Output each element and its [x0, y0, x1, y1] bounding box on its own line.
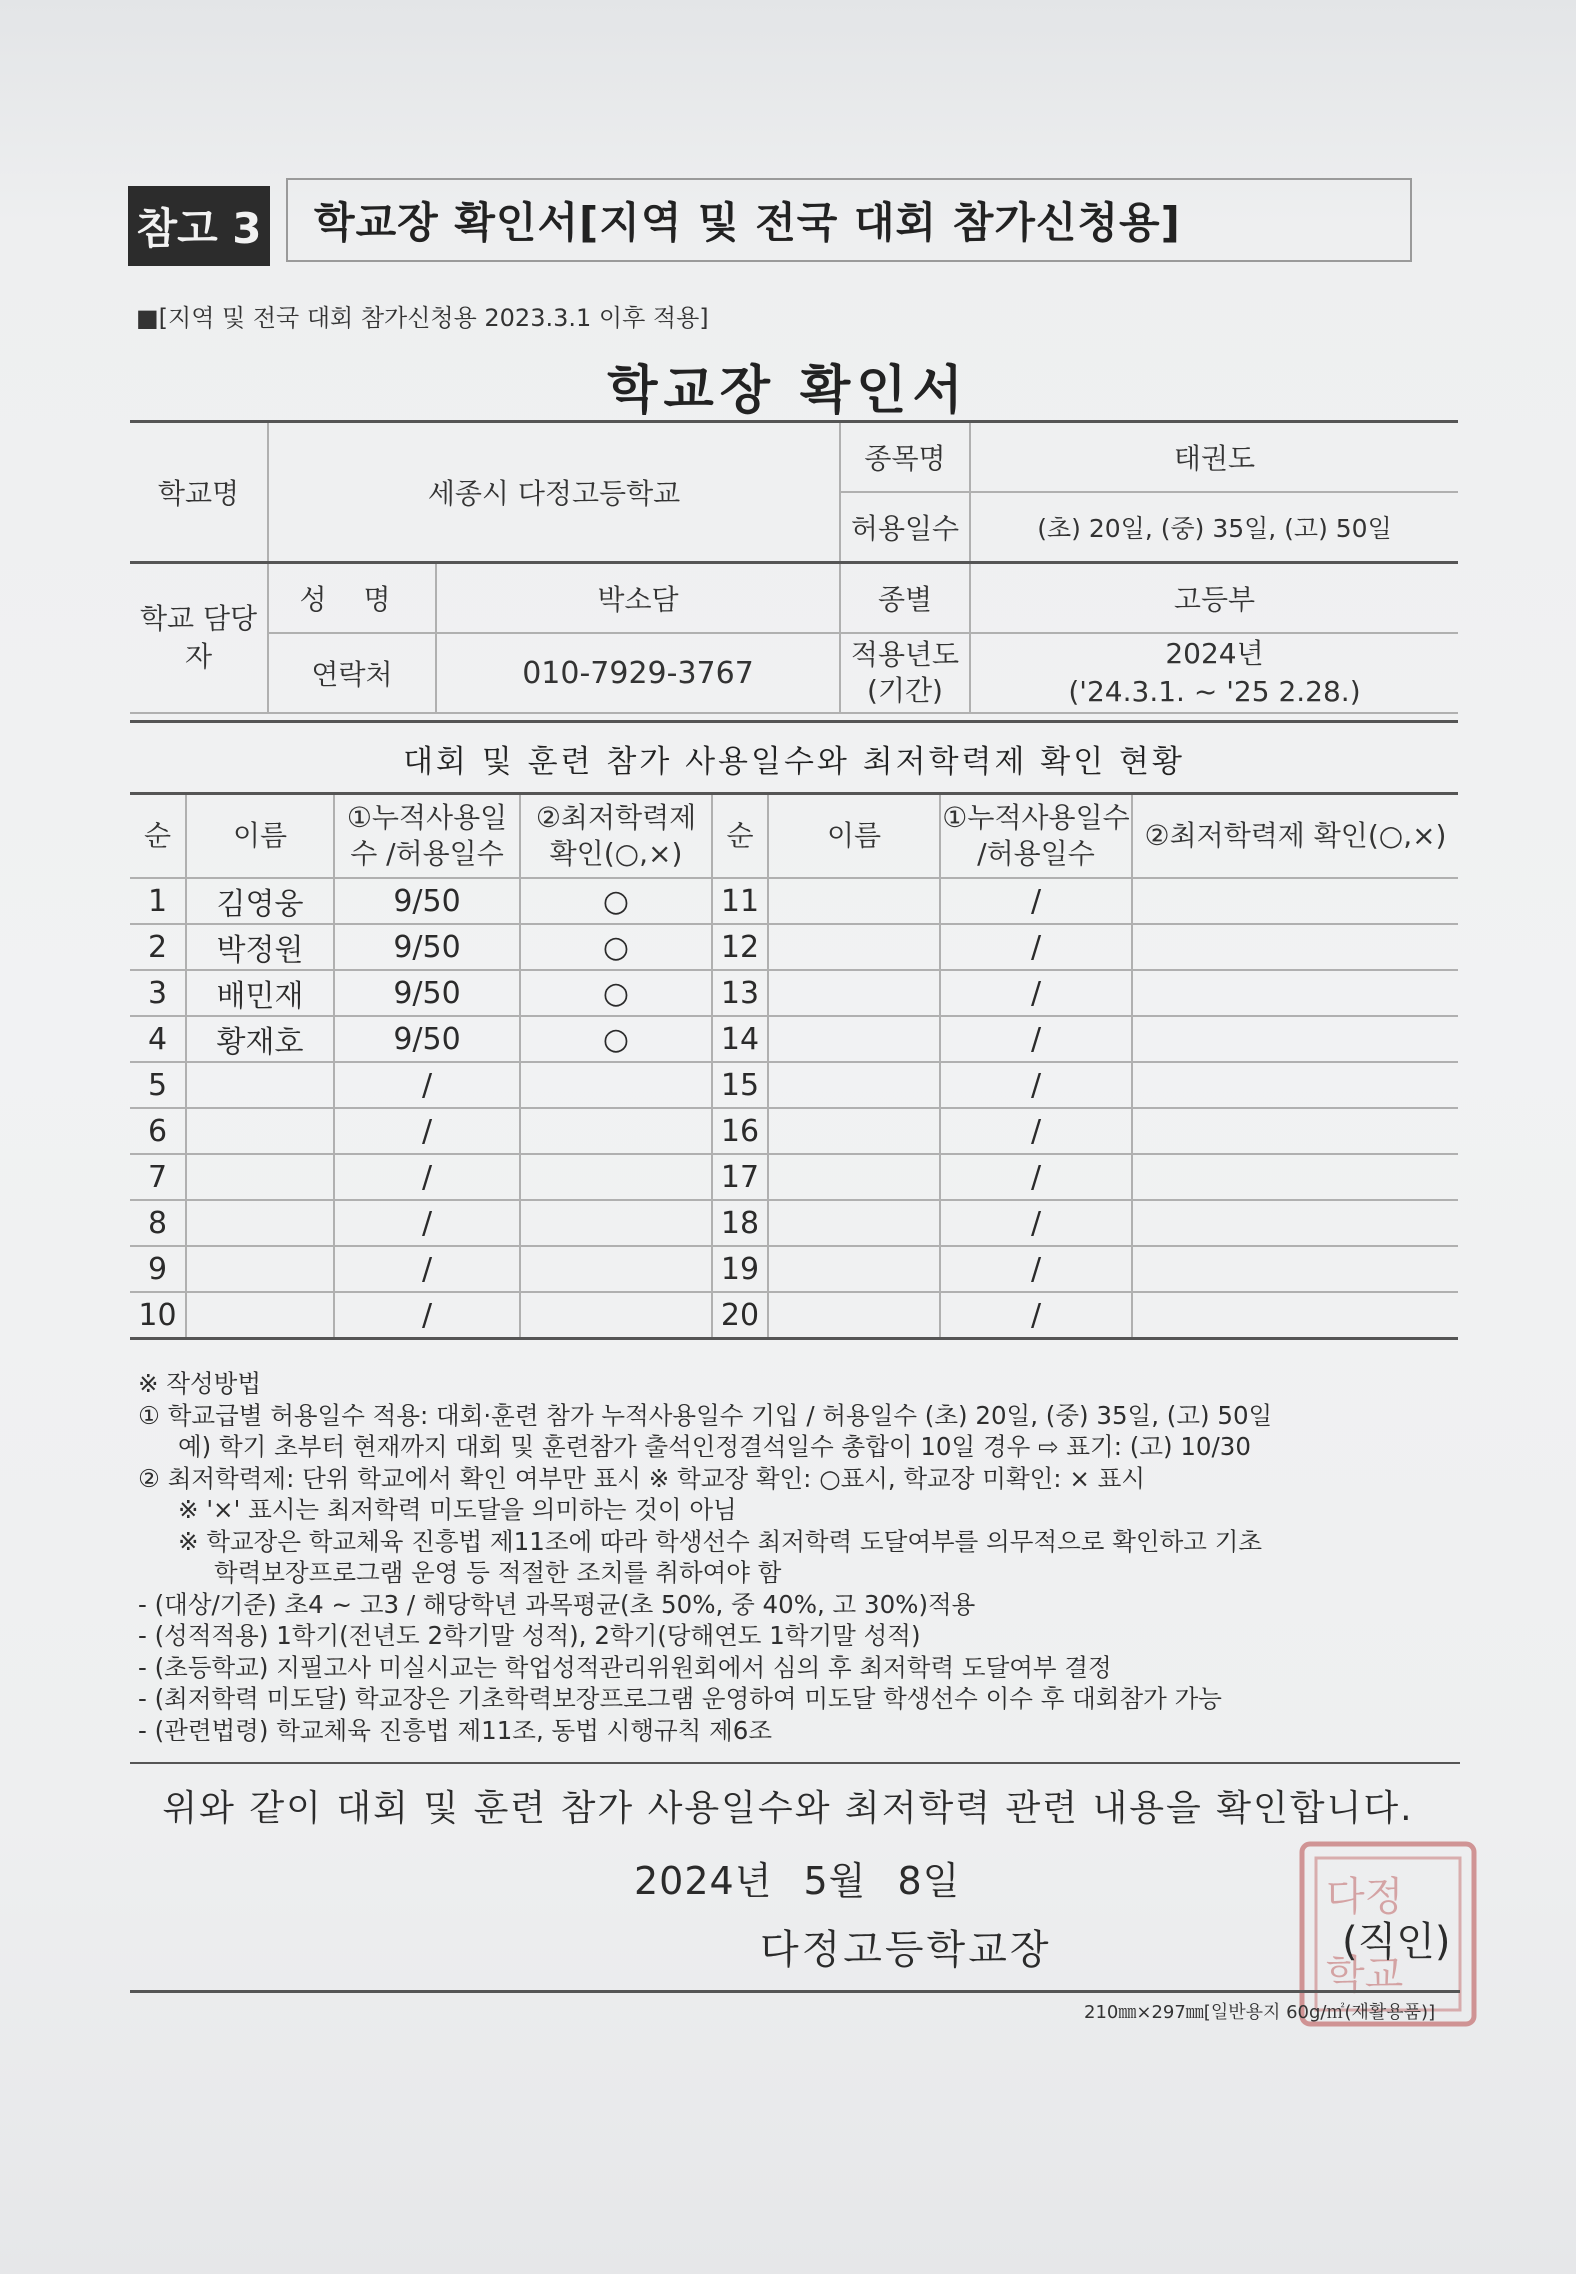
cell-no: 1 [130, 878, 186, 924]
detail-2: - (성적적용) 1학기(전년도 2학기말 성적), 2학기(당해연도 1학기말 성적) [138, 1621, 921, 1650]
cell-no: 17 [712, 1154, 768, 1200]
cell-days: / [334, 1200, 520, 1246]
cell-check [520, 1292, 712, 1339]
cell-no: 19 [712, 1246, 768, 1292]
principal-title: 다정고등학교장 [760, 1927, 1052, 1973]
cell-days: / [334, 1154, 520, 1200]
section-title: 대회 및 훈련 참가 사용일수와 최저학력제 확인 현황 [130, 720, 1458, 793]
table-row [130, 1292, 1458, 1339]
cell-check [1132, 970, 1458, 1016]
note-2-b: ※ 학교장은 학교체육 진흥법 제11조에 따라 학생선수 최저학력 도달여부를 의무적으로 확인하고 기초 [178, 1526, 1263, 1556]
cell-no: 15 [712, 1062, 768, 1108]
col-no-header: 순 [712, 794, 768, 879]
cell-name: 김영웅 [186, 878, 334, 924]
cell-days: / [334, 1108, 520, 1154]
note-1-example: 예) 학기 초부터 현재까지 대회 및 훈련참가 출석인정결석일수 총합이 10일 경우 ⇨ 표기: (고) 10/30 [178, 1432, 1251, 1461]
year-label: 적용년도 (기간) [840, 633, 970, 713]
signature-date: 2024년 5월 8일 [634, 1859, 961, 1903]
col-check-header: ②최저학력제 확인(○,×) [1132, 794, 1458, 879]
instructions [138, 1368, 1468, 1746]
divider [130, 1762, 1460, 1764]
cell-check [1132, 1016, 1458, 1062]
seal-label: (직인) [1342, 1919, 1451, 1965]
cell-check [520, 1246, 712, 1292]
division-value: 고등부 [970, 563, 1458, 634]
cell-check [1132, 1062, 1458, 1108]
cell-check [1132, 1292, 1458, 1339]
footer-divider [130, 1990, 1460, 1993]
svg-text:다정: 다정 [1326, 1874, 1404, 1920]
table-row [130, 1062, 1458, 1108]
col-check-header: ②최저학력제 확인(○,×) [520, 794, 712, 879]
col-days-header: ①누적사용일수 /허용일수 [940, 794, 1132, 879]
table-row [130, 1016, 1458, 1062]
participation-table [130, 792, 1458, 1340]
staff-name-label: 성 명 [268, 563, 436, 634]
detail-5: - (관련법령) 학교체육 진흥법 제11조, 동법 시행규칙 제6조 [138, 1715, 773, 1745]
cell-check: ○ [520, 924, 712, 970]
cell-no: 14 [712, 1016, 768, 1062]
col-name-header: 이름 [186, 794, 334, 879]
applicability-note: ■[지역 및 전국 대회 참가신청용 2023.3.1 이후 적용] [136, 304, 709, 332]
form-heading: 학교장 확인서[지역 및 전국 대회 참가신청용] [286, 178, 1412, 262]
table-row [130, 970, 1458, 1016]
cell-name [186, 1292, 334, 1339]
cell-name [768, 1154, 940, 1200]
cell-no: 13 [712, 970, 768, 1016]
cell-days: / [940, 1062, 1132, 1108]
sport-value: 태권도 [970, 422, 1458, 493]
cell-no: 18 [712, 1200, 768, 1246]
note-1: ① 학교급별 허용일수 적용: 대회·훈련 참가 누적사용일수 기입 / 허용일수 (초) 20일, (중) 35일, (고) 50일 [138, 1400, 1273, 1430]
detail-4: - (최저학력 미도달) 학교장은 기초학력보장프로그램 운영하여 미도달 학생선수 이수 후 대회참가 가능 [138, 1684, 1222, 1713]
col-name-header: 이름 [768, 794, 940, 879]
cell-check [520, 1154, 712, 1200]
staff-name-value: 박소담 [436, 563, 840, 634]
col-days-header: ①누적사용일수 /허용일수 [334, 794, 520, 879]
allowed-days-label: 허용일수 [840, 492, 970, 563]
cell-no: 10 [130, 1292, 186, 1339]
cell-days: / [334, 1246, 520, 1292]
cell-no: 9 [130, 1246, 186, 1292]
year-cell [970, 633, 1458, 713]
cell-name: 황재호 [186, 1016, 334, 1062]
school-info-table [130, 420, 1458, 714]
contact-value: 010-7929-3767 [436, 633, 840, 713]
cell-days: / [940, 1108, 1132, 1154]
col-no-header: 순 [130, 794, 186, 879]
cell-check [1132, 1246, 1458, 1292]
cell-days: 9/50 [334, 924, 520, 970]
cell-check [1132, 1154, 1458, 1200]
cell-no: 5 [130, 1062, 186, 1108]
cell-days: / [940, 1154, 1132, 1200]
cell-no: 12 [712, 924, 768, 970]
cell-no: 6 [130, 1108, 186, 1154]
note-2-a: ※ '×' 표시는 최저학력 미도달을 의미하는 것이 아님 [178, 1495, 737, 1524]
cell-name [768, 970, 940, 1016]
cell-name [768, 924, 940, 970]
cell-check [1132, 878, 1458, 924]
table-row [130, 1200, 1458, 1246]
cell-name [186, 1108, 334, 1154]
cell-no: 3 [130, 970, 186, 1016]
detail-1: - (대상/기준) 초4 ~ 고3 / 해당학년 과목평균(초 50%, 중 40%, 고 30%)적용 [138, 1589, 976, 1619]
cell-name [768, 878, 940, 924]
cell-check: ○ [520, 878, 712, 924]
cell-name: 박정원 [186, 924, 334, 970]
cell-name: 배민재 [186, 970, 334, 1016]
paper-size-note: 210㎜×297㎜[일반용지 60g/㎡(재활용품)] [1084, 2002, 1436, 2023]
cell-name [768, 1200, 940, 1246]
table-row [130, 878, 1458, 924]
table-row [130, 1108, 1458, 1154]
cell-check [520, 1200, 712, 1246]
cell-check [520, 1062, 712, 1108]
cell-days: / [334, 1062, 520, 1108]
cell-name [186, 1062, 334, 1108]
cell-days: / [940, 1200, 1132, 1246]
cell-days: 9/50 [334, 1016, 520, 1062]
cell-check: ○ [520, 970, 712, 1016]
year-value: 2024년 [1165, 637, 1264, 670]
reference-tag: 참고 3 [128, 186, 270, 266]
cell-days: / [940, 970, 1132, 1016]
school-name-label: 학교명 [130, 422, 268, 563]
table-row [130, 924, 1458, 970]
cell-days: / [940, 878, 1132, 924]
cell-no: 16 [712, 1108, 768, 1154]
detail-3: - (초등학교) 지필고사 미실시교는 학업성적관리위원회에서 심의 후 최저학력 도달여부 결정 [138, 1652, 1112, 1682]
division-label: 종별 [840, 563, 970, 634]
cell-name [768, 1108, 940, 1154]
contact-label: 연락처 [268, 633, 436, 713]
cell-days: / [334, 1292, 520, 1339]
cell-check [1132, 1200, 1458, 1246]
cell-days: 9/50 [334, 878, 520, 924]
cell-name [768, 1246, 940, 1292]
svg-text:학교: 학교 [1326, 1952, 1404, 1998]
school-name-value: 세종시 다정고등학교 [268, 422, 840, 563]
note-2-b2: 학력보장프로그램 운영 등 적절한 조치를 취하여야 함 [214, 1558, 782, 1587]
document-title: 학교장 확인서 [607, 361, 969, 421]
year-period: ('24.3.1. ~ '25 2.28.) [1068, 675, 1361, 708]
table-row [130, 1246, 1458, 1292]
cell-name [768, 1292, 940, 1339]
table-row [130, 1154, 1458, 1200]
cell-no: 8 [130, 1200, 186, 1246]
cell-days: / [940, 924, 1132, 970]
cell-days: / [940, 1292, 1132, 1339]
cell-name [768, 1016, 940, 1062]
cell-days: 9/50 [334, 970, 520, 1016]
cell-no: 11 [712, 878, 768, 924]
note-2: ② 최저학력제: 단위 학교에서 확인 여부만 표시 ※ 학교장 확인: ○표시, 학교장 미확인: × 표시 [138, 1463, 1145, 1493]
cell-name [186, 1246, 334, 1292]
sport-label: 종목명 [840, 422, 970, 493]
cell-name [186, 1154, 334, 1200]
cell-no: 7 [130, 1154, 186, 1200]
confirmation-statement: 위와 같이 대회 및 훈련 참가 사용일수와 최저학력 관련 내용을 확인합니다. [162, 1788, 1414, 1829]
cell-check [520, 1108, 712, 1154]
cell-days: / [940, 1016, 1132, 1062]
cell-name [186, 1200, 334, 1246]
cell-no: 4 [130, 1016, 186, 1062]
allowed-days-value: (초) 20일, (중) 35일, (고) 50일 [970, 492, 1458, 563]
cell-name [768, 1062, 940, 1108]
notes-heading: ※ 작성방법 [138, 1369, 261, 1398]
cell-no: 2 [130, 924, 186, 970]
cell-check [1132, 924, 1458, 970]
staff-label: 학교 담당자 [130, 563, 268, 714]
cell-days: / [940, 1246, 1132, 1292]
cell-check: ○ [520, 1016, 712, 1062]
cell-no: 20 [712, 1292, 768, 1339]
cell-check [1132, 1108, 1458, 1154]
